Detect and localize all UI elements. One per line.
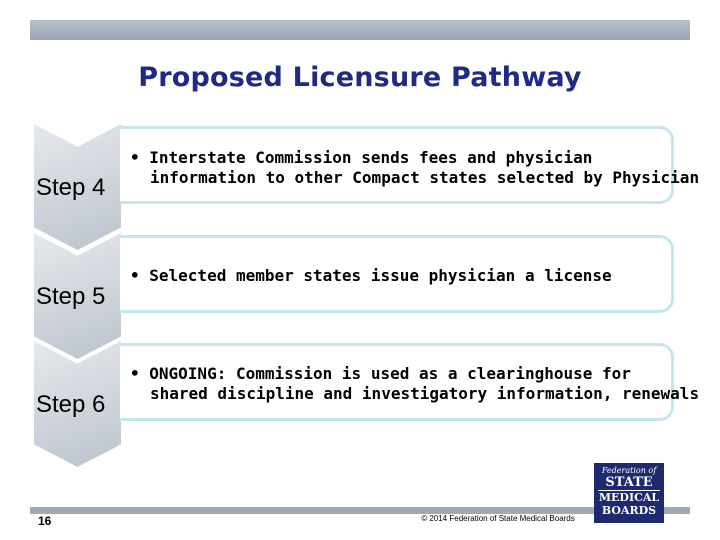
step-4-text-line-2: information to other Compact states selected by Physician [150,168,700,187]
step-4-label: Step 4 [36,174,106,201]
step-5-text [130,266,670,286]
fsmb-logo [594,463,664,523]
header-bar [30,20,690,40]
page-number: 16 [38,514,52,528]
step-6-text-line-1: • ONGOING: Commission is used as a clearinghouse for [130,364,631,383]
step-6-label: Step 6 [36,391,106,418]
step-5-text-line-1: • Selected member states issue physician a license [130,266,612,285]
step-4-text [130,148,700,188]
logo-line-3: MEDICAL [598,491,660,504]
logo-line-4: BOARDS [601,504,657,517]
copyright-text: © 2014 Federation of State Medical Boards [421,514,575,523]
logo-line-1: Federation of [601,466,657,475]
logo-line-2: STATE [605,475,653,490]
step-5-label: Step 5 [36,283,106,310]
step-4-text-line-1: • Interstate Commission sends fees and physician [130,148,593,167]
step-6-text [130,364,700,404]
slide-title: Proposed Licensure Pathway [138,62,582,93]
footer-bar [30,507,690,514]
step-6-text-line-2: shared discipline and investigatory information, renewals [150,384,700,403]
